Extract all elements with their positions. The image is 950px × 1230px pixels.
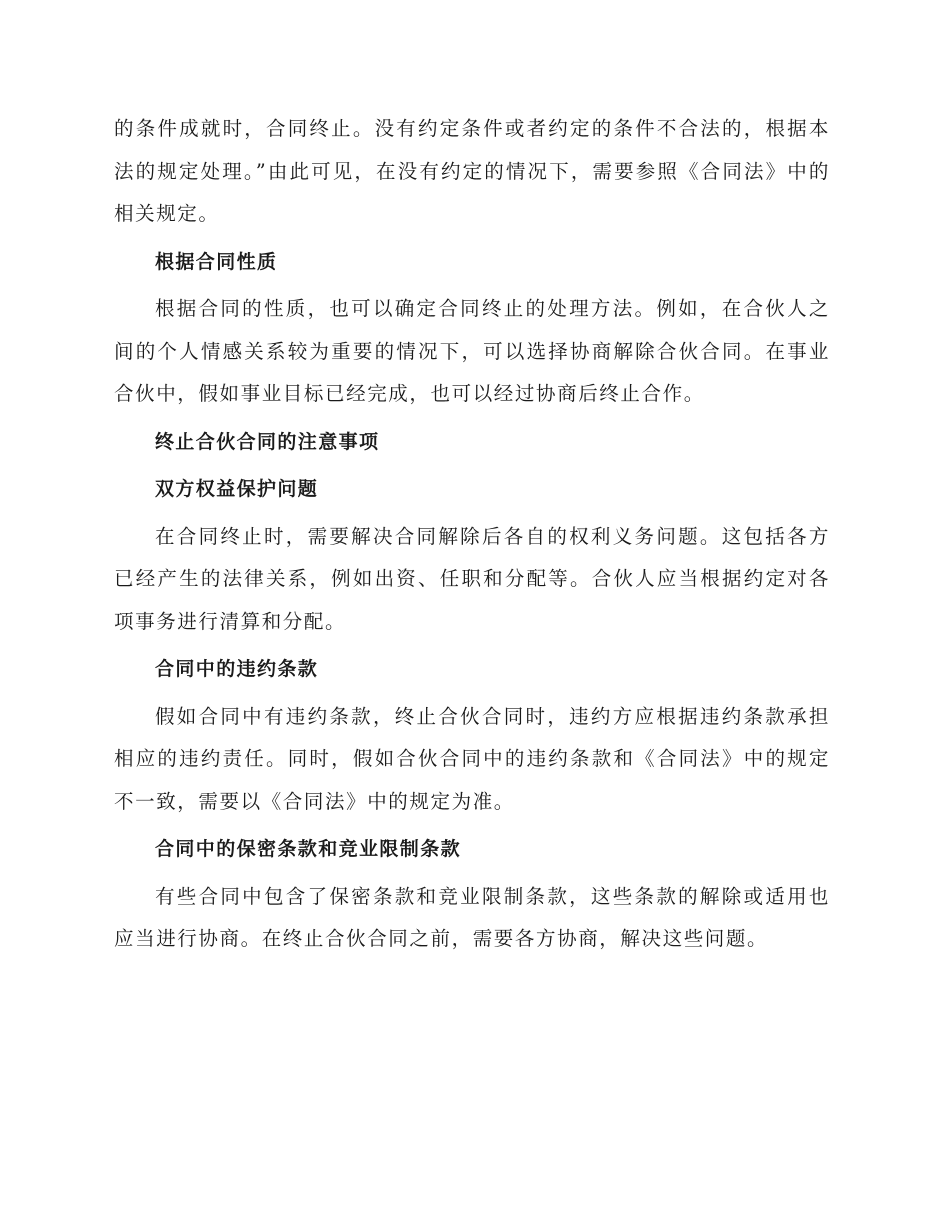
paragraph-confidentiality-clause: 有些合同中包含了保密条款和竞业限制条款，这些条款的解除或适用也应当进行协商。在终止合伙合同之前，需要各方协商，解决这些问题。	[114, 884, 830, 950]
paragraph-contract-nature: 根据合同的性质，也可以确定合同终止的处理方法。例如，在合伙人之间的个人情感关系较为重要的情况下，可以选择协商解除合伙合同。在事业合伙中，假如事业目标已经完成，也可以经过协商后终止合作。	[114, 297, 830, 405]
paragraph-continuation: 的条件成就时，合同终止。没有约定条件或者约定的条件不合法的，根据本法的规定处理。”由此可见，在没有约定的情况下，需要参照《合同法》中的相关规定。	[114, 117, 830, 225]
document-body	[114, 108, 830, 961]
heading-termination-notes: 终止合伙合同的注意事项	[155, 430, 380, 453]
paragraph-rights-protection: 在合同终止时，需要解决合同解除后各自的权利义务问题。这包括各方已经产生的法律关系，例如出资、任职和分配等。合伙人应当根据约定对各项事务进行清算和分配。	[114, 524, 830, 633]
heading-contract-nature: 根据合同性质	[155, 250, 278, 273]
paragraph-breach-clause: 假如合同中有违约条款，终止合伙合同时，违约方应根据违约条款承担相应的违约责任。同时，假如合伙合同中的违约条款和《合同法》中的规定不一致，需要以《合同法》中的规定为准。	[114, 704, 830, 813]
heading-confidentiality-clause: 合同中的保密条款和竞业限制条款	[155, 838, 462, 860]
heading-rights-protection: 双方权益保护问题	[155, 478, 319, 500]
heading-breach-clause: 合同中的违约条款	[155, 658, 319, 680]
